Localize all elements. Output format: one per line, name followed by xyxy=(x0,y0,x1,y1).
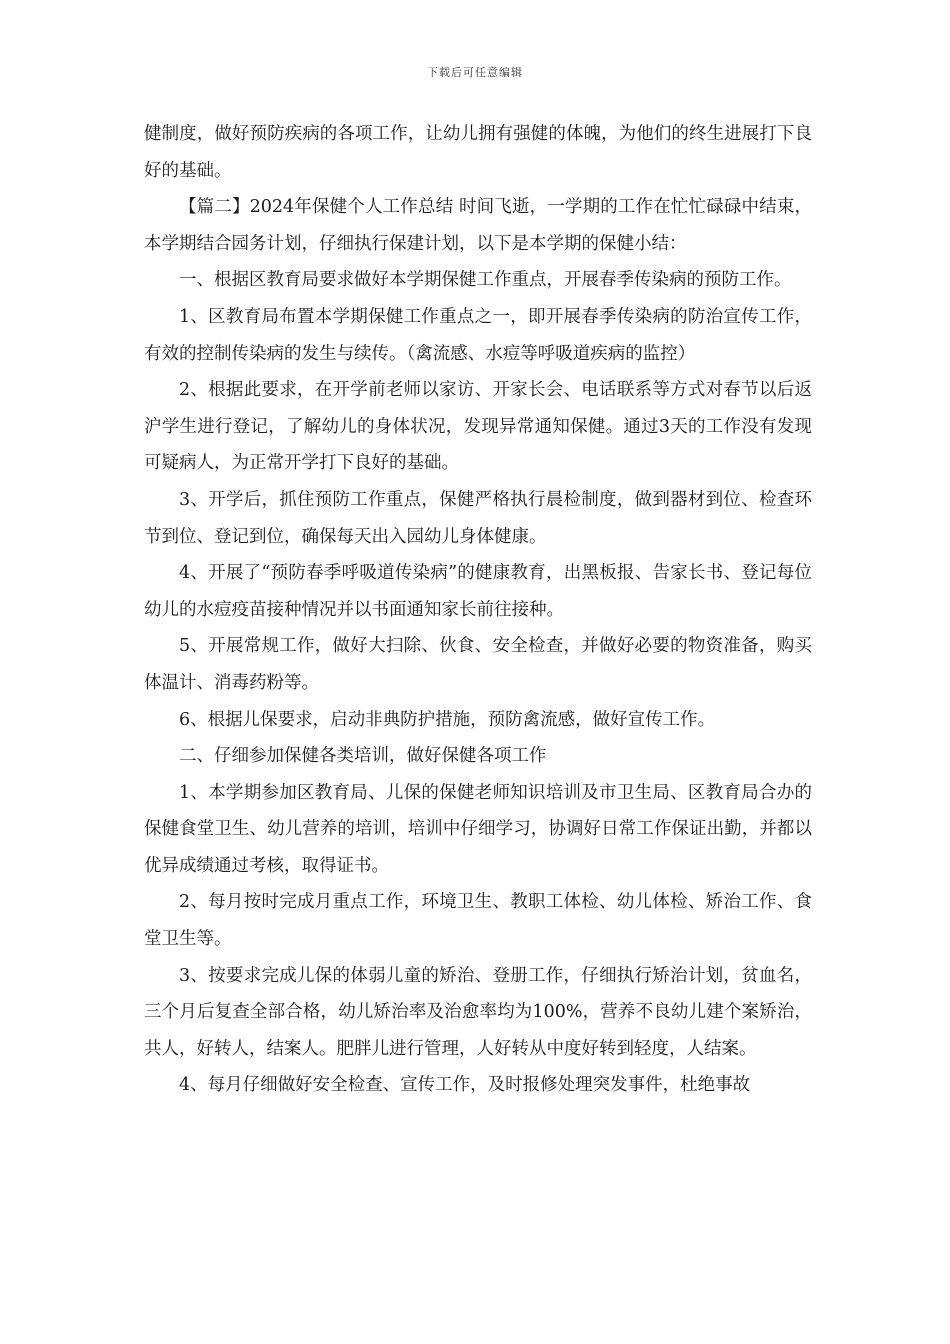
paragraph-1: 健制度，做好预防疾病的各项工作，让幼儿拥有强健的体魄，为他们的终生进展打下良好的基础。 xyxy=(144,124,812,181)
paragraph-14: 4、每月仔细做好安全检查、宣传工作，及时报修处理突发事件，杜绝事故 xyxy=(179,1075,751,1096)
paragraph-6: 3、开学后，抓住预防工作重点，保健严格执行晨检制度，做到器材到位、检查环节到位、登记到位，确保每天出入园幼儿身体健康。 xyxy=(144,489,812,547)
document-body xyxy=(144,116,812,1104)
paragraph-2: 【篇二】2024年保健个人工作总结 时间飞逝，一学期的工作在忙忙碌碌中结束，本学期结合园务计划，仔细执行保建计划，以下是本学期的保健小结： xyxy=(144,197,812,254)
paragraph-4: 1、区教育局布置本学期保健工作重点之一，即开展春季传染病的防治宣传工作，有效的控制传染病的发生与续传。（禽流感、水痘等呼吸道疾病的监控） xyxy=(144,306,812,364)
paragraph-11: 1、本学期参加区教育局、儿保的保健老师知识培训及市卫生局、区教育局合办的保健食堂卫生、幼儿营养的培训，培训中仔细学习，协调好日常工作保证出勤，并都以优异成绩通过考核，取得证书。 xyxy=(144,782,812,876)
paragraph-8: 5、开展常规工作，做好大扫除、伙食、安全检查，并做好必要的物资准备，购买体温计、消毒药粉等。 xyxy=(144,636,812,693)
paragraph-3: 一、根据区教育局要求做好本学期保健工作重点，开展春季传染病的预防工作。 xyxy=(179,270,792,291)
page-header-note: 下载后可任意编辑 xyxy=(427,66,523,79)
paragraph-9: 6、根据儿保要求，启动非典防护措施，预防禽流感，做好宣传工作。 xyxy=(179,709,716,730)
paragraph-10: 二、仔细参加保健各类培训，做好保健各项工作 xyxy=(179,746,547,767)
paragraph-5: 2、根据此要求，在开学前老师以家访、开家长会、电话联系等方式对春节以后返沪学生进行登记，了解幼儿的身体状况，发现异常通知保健。通过3天的工作没有发现可疑病人，为正常开学打下良好的基础。 xyxy=(144,380,812,474)
paragraph-12: 2、每月按时完成月重点工作，环境卫生、教职工体检、幼儿体检、矫治工作、食堂卫生等。 xyxy=(144,892,812,950)
paragraph-7: 4、开展了“预防春季呼吸道传染病”的健康教育，出黑板报、告家长书、登记每位幼儿的水痘疫苗接种情况并以书面通知家长前往接种。 xyxy=(144,563,812,620)
paragraph-13: 3、按要求完成儿保的体弱儿童的矫治、登册工作，仔细执行矫治计划，贫血名，三个月后复查全部合格，幼儿矫治率及治愈率均为100%，营养不良幼儿建个案矫治，共人，好转人，结案人。肥胖儿进行管理，人好转从中度好转到轻度，人结案。 xyxy=(144,965,812,1059)
